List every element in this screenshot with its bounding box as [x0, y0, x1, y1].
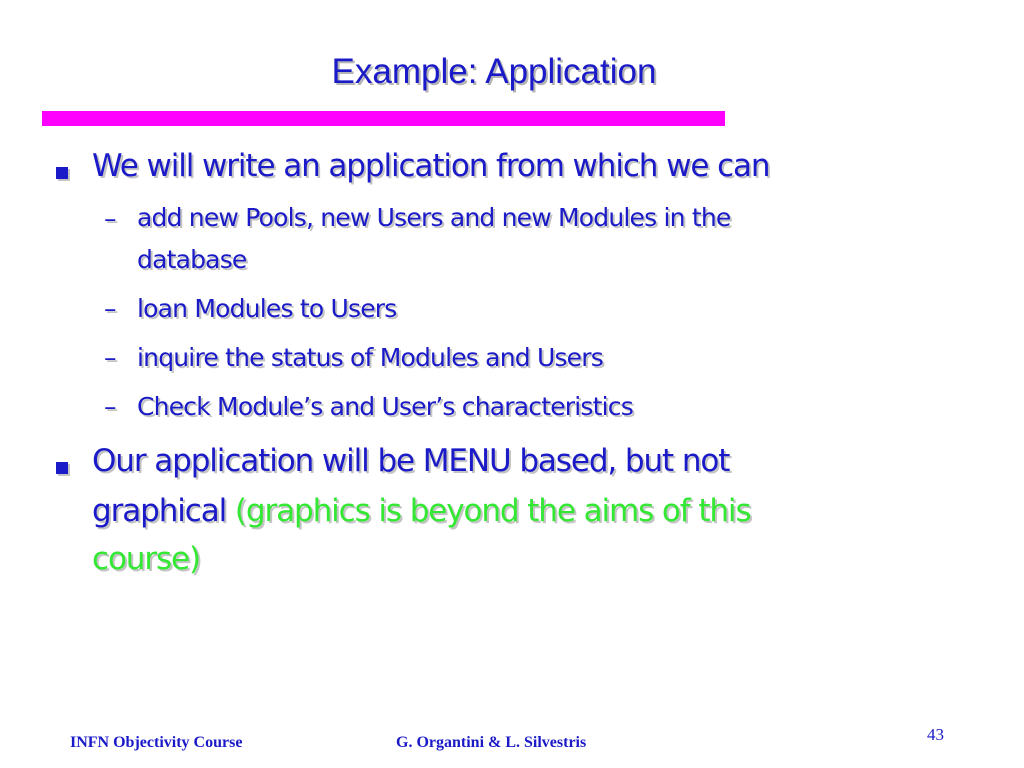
footer-authors: G. Organtini & L. Silvestris	[396, 734, 587, 751]
square-bullet-icon	[56, 462, 68, 474]
dash-bullet-icon: –	[104, 294, 117, 323]
bullet-2-note-line-3: course)	[92, 541, 201, 577]
subitem-1-line-1: add new Pools, new Users and new Modules in the	[137, 203, 731, 232]
title-underline-bar	[42, 111, 725, 126]
dash-bullet-icon: –	[104, 392, 117, 421]
page-number: 43	[927, 725, 944, 744]
bullet-2-graphical: graphical	[92, 493, 227, 529]
subitem-4: Check Module’s and User’s characteristics	[137, 392, 633, 421]
bullet-2-line-2	[92, 493, 751, 529]
bullet-2-line-1: Our application will be MENU based, but not	[92, 443, 730, 479]
slide-title: Example: Application	[331, 52, 657, 91]
dash-bullet-icon: –	[104, 343, 117, 372]
dash-bullet-icon: –	[104, 204, 117, 233]
subitem-1-line-2: database	[137, 245, 247, 274]
bullet-1-text: We will write an application from which we can	[92, 148, 770, 184]
subitem-2: loan Modules to Users	[137, 294, 397, 323]
square-bullet-icon	[56, 167, 68, 179]
footer-course: INFN Objectivity Course	[70, 734, 243, 751]
subitem-3: inquire the status of Modules and Users	[137, 343, 603, 372]
bullet-2-note: (graphics is beyond the aims of this	[234, 493, 751, 529]
